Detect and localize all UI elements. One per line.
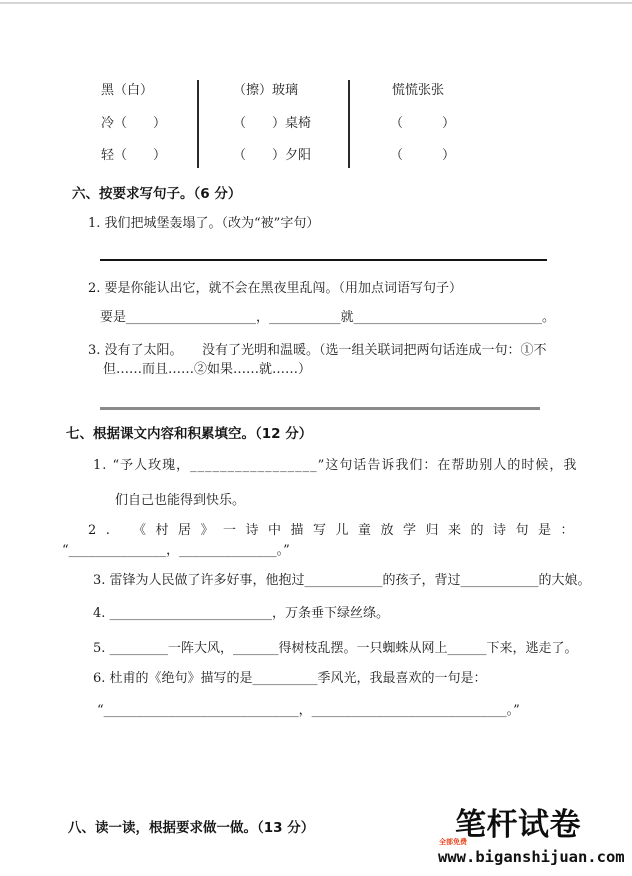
section7-q2-answer-line: “_______________，_______________。” (62, 543, 290, 558)
section7-q1-line1: 1. “予人玫瑰，_________________”这句话告诉我们：在帮助别人的时候，我 (93, 458, 578, 473)
word-cell-r3c1: 轻（ ） (101, 148, 167, 163)
word-cell-r2c2: （ ）桌椅 (233, 116, 312, 131)
section7-q5-text: 5. _________一阵大风，_______得树枝乱摆。一只蜘蛛从网上______下来，逃走了。 (93, 641, 578, 656)
word-cell-r2c1: 冷（ ） (101, 116, 167, 131)
section7-q6-line1: 6. 杜甫的《绝句》描写的是__________季风光，我最喜欢的一句是： (93, 671, 487, 686)
table-column-divider-2 (348, 80, 350, 168)
word-cell-r1c2: （擦）玻璃 (233, 83, 299, 98)
section6-q3-text-line2: 但……而且……②如果……就……） (103, 362, 312, 377)
section7-heading: 七、根据课文内容和积累填空。（12 分） (66, 426, 313, 442)
section7-q6-answer-line: “______________________________，______________________________。” (97, 703, 520, 718)
section6-heading: 六、按要求写句子。（6 分） (72, 186, 242, 202)
section6-q1-text: 1. 我们把城堡轰塌了。（改为“被”字句） (88, 216, 320, 231)
word-cell-r3c3: （ ） (390, 148, 456, 163)
section6-q3-text-line1: 3. 没有了太阳。 没有了光明和温暖。（选一组关联词把两句话连成一句：①不 (88, 343, 547, 358)
table-column-divider-1 (197, 80, 199, 168)
watermark-brand-logo: 笔杆试卷 (455, 807, 581, 843)
word-cell-r1c1: 黑（白） (101, 83, 154, 98)
section7-q3-text: 3. 雷锋为人民做了许多好事，他抱过____________的孩子，背过____________的大娘。 (93, 573, 591, 588)
watermark-tagline: 全部免费 (439, 838, 467, 846)
word-cell-r2c3: （ ） (390, 116, 456, 131)
section7-q1-line2: 们自己也能得到快乐。 (115, 493, 246, 508)
page-top-border (0, 2, 632, 4)
word-cell-r3c2: （ ）夕阳 (233, 148, 312, 163)
section6-q1-answer-line (100, 259, 547, 261)
section7-q2-line1: 2. 《村居》一诗中描写儿童放学归来的诗句是： (88, 523, 584, 538)
word-cell-r1c3: 慌慌张张 (392, 83, 445, 98)
watermark-url: www.biganshijuan.com (438, 848, 625, 866)
section7-q4-text: 4. _________________________，万条垂下绿丝绦。 (93, 606, 390, 621)
section8-heading: 八、读一读，根据要求做一做。（13 分） (68, 820, 315, 836)
section6-q2-text: 2. 要是你能认出它，就不会在黑夜里乱闯。（用加点词语写句子） (88, 281, 463, 296)
section-divider-line (100, 407, 540, 410)
section6-q2-fill-line: 要是____________________，___________就_____________________________。 (100, 310, 556, 325)
